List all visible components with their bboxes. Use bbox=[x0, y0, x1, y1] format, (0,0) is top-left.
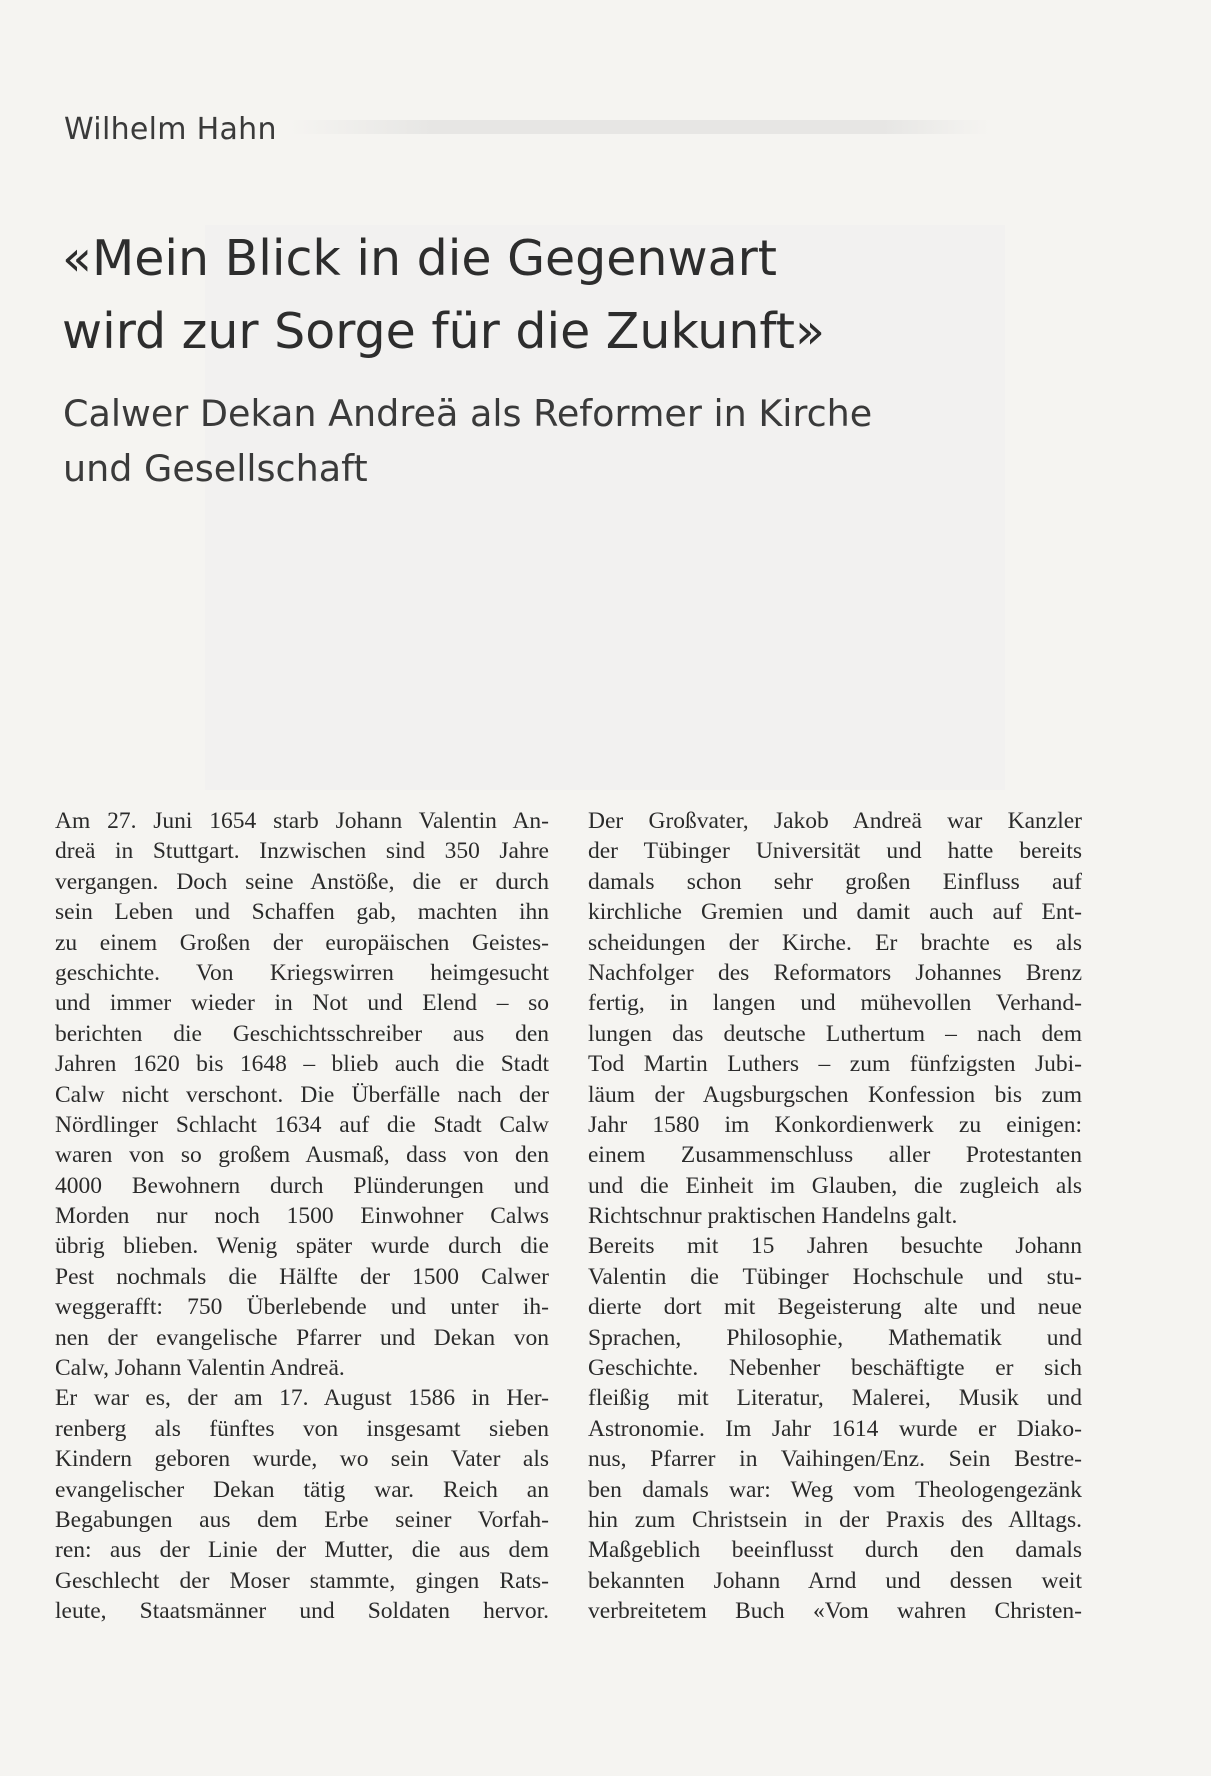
text-line: läum der Augsburgschen Konfession bis zum bbox=[588, 1081, 1082, 1108]
text-line: Jahr 1580 im Konkordienwerk zu einigen: bbox=[588, 1111, 1082, 1138]
text-line: ben damals war: Weg vom Theologengezänk bbox=[588, 1476, 1082, 1503]
text-line: Tod Martin Luthers – zum fünfzigsten Jubi- bbox=[588, 1051, 1082, 1078]
text-line: Am 27. Juni 1654 starb Johann Valentin An- bbox=[55, 808, 549, 834]
text-line: Valentin die Tübinger Hochschule und stu- bbox=[588, 1263, 1082, 1290]
text-line: Morden nur noch 1500 Einwohner Calws bbox=[55, 1203, 549, 1230]
text-line: geschichte. Von Kriegswirren heimgesucht bbox=[55, 959, 549, 986]
text-line: Der Großvater, Jakob Andreä war Kanzler bbox=[588, 808, 1082, 834]
text-line: und immer wieder in Not und Elend – so bbox=[55, 990, 549, 1017]
text-line: Astronomie. Im Jahr 1614 wurde er Diako- bbox=[588, 1415, 1082, 1442]
text-line: weggerafft: 750 Überlebende und unter ih- bbox=[55, 1294, 549, 1321]
text-line: Calw nicht verschont. Die Überfälle nach der bbox=[55, 1081, 549, 1108]
text-line: Maßgeblich beeinflusst durch den damals bbox=[588, 1537, 1082, 1564]
article-title bbox=[62, 222, 962, 368]
text-line: ren: aus der Linie der Mutter, die aus dem bbox=[55, 1537, 549, 1564]
title-line: «Mein Blick in die Gegenwart bbox=[62, 230, 777, 287]
text-line: sein Leben und Schaffen gab, machten ihn bbox=[55, 899, 549, 926]
text-line: verbreitetem Buch «Vom wahren Christen- bbox=[588, 1598, 1082, 1625]
text-line: und die Einheit im Glauben, die zugleich als bbox=[588, 1172, 1082, 1199]
text-line: evangelischer Dekan tätig war. Reich an bbox=[55, 1476, 549, 1503]
text-line: Nachfolger des Reformators Johannes Brenz bbox=[588, 959, 1082, 986]
body-column-left bbox=[55, 806, 549, 1627]
text-line: Geschlecht der Moser stammte, gingen Rats- bbox=[55, 1567, 549, 1594]
bleed-through-header bbox=[290, 120, 990, 134]
text-line: kirchliche Gremien und damit auch auf Ent- bbox=[588, 899, 1082, 926]
text-line: damals schon sehr großen Einfluss auf bbox=[588, 868, 1082, 895]
text-line: lungen das deutsche Luthertum – nach dem bbox=[588, 1020, 1082, 1047]
body-column-right bbox=[588, 806, 1082, 1627]
text-line: berichten die Geschichtsschreiber aus den bbox=[55, 1020, 549, 1047]
author-name: Wilhelm Hahn bbox=[64, 112, 277, 147]
text-line: 4000 Bewohnern durch Plünderungen und bbox=[55, 1172, 549, 1199]
text-line: zu einem Großen der europäischen Geistes- bbox=[55, 929, 549, 956]
text-line: bekannten Johann Arnd und dessen weit bbox=[588, 1567, 1082, 1594]
text-line: Jahren 1620 bis 1648 – blieb auch die Stadt bbox=[55, 1051, 549, 1078]
text-line: Bereits mit 15 Jahren besuchte Johann bbox=[588, 1233, 1082, 1260]
text-line: Sprachen, Philosophie, Mathematik und bbox=[588, 1324, 1082, 1351]
text-line: Er war es, der am 17. August 1586 in Her- bbox=[55, 1385, 549, 1412]
text-line: vergangen. Doch seine Anstöße, die er durch bbox=[55, 868, 549, 895]
text-line: Richtschnur praktischen Handelns galt. bbox=[588, 1203, 958, 1230]
text-line: dreä in Stuttgart. Inzwischen sind 350 Jahre bbox=[55, 838, 549, 865]
text-line: nen der evangelische Pfarrer und Dekan von bbox=[55, 1324, 549, 1351]
text-line: Kindern geboren wurde, wo sein Vater als bbox=[55, 1446, 549, 1473]
text-line: der Tübinger Universität und hatte bereits bbox=[588, 838, 1082, 865]
subtitle-line: und Gesellschaft bbox=[63, 447, 368, 490]
text-line: hin zum Christsein in der Praxis des Alltags. bbox=[588, 1506, 1082, 1533]
article-subtitle bbox=[63, 386, 963, 496]
text-line: fertig, in langen und mühevollen Verhand- bbox=[588, 990, 1082, 1017]
text-line: Begabungen aus dem Erbe seiner Vorfah- bbox=[55, 1506, 549, 1533]
text-line: übrig blieben. Wenig später wurde durch die bbox=[55, 1233, 549, 1260]
subtitle-line: Calwer Dekan Andreä als Reformer in Kirche bbox=[63, 392, 873, 435]
text-line: dierte dort mit Begeisterung alte und neue bbox=[588, 1294, 1082, 1321]
text-line: Pest nochmals die Hälfte der 1500 Calwer bbox=[55, 1263, 549, 1290]
text-line: waren von so großem Ausmaß, dass von den bbox=[55, 1142, 549, 1169]
text-line: Geschichte. Nebenher beschäftigte er sich bbox=[588, 1355, 1082, 1382]
text-line: fleißig mit Literatur, Malerei, Musik und bbox=[588, 1385, 1082, 1412]
text-line: Calw, Johann Valentin Andreä. bbox=[55, 1355, 345, 1382]
text-line: nus, Pfarrer in Vaihingen/Enz. Sein Bestre- bbox=[588, 1446, 1082, 1473]
text-line: renberg als fünftes von insgesamt sieben bbox=[55, 1415, 549, 1442]
text-line: leute, Staatsmänner und Soldaten hervor. bbox=[55, 1598, 549, 1625]
text-line: Nördlinger Schlacht 1634 auf die Stadt Calw bbox=[55, 1111, 549, 1138]
text-line: einem Zusammenschluss aller Protestanten bbox=[588, 1142, 1082, 1169]
title-line: wird zur Sorge für die Zukunft» bbox=[62, 303, 825, 360]
text-line: scheidungen der Kirche. Er brachte es als bbox=[588, 929, 1082, 956]
